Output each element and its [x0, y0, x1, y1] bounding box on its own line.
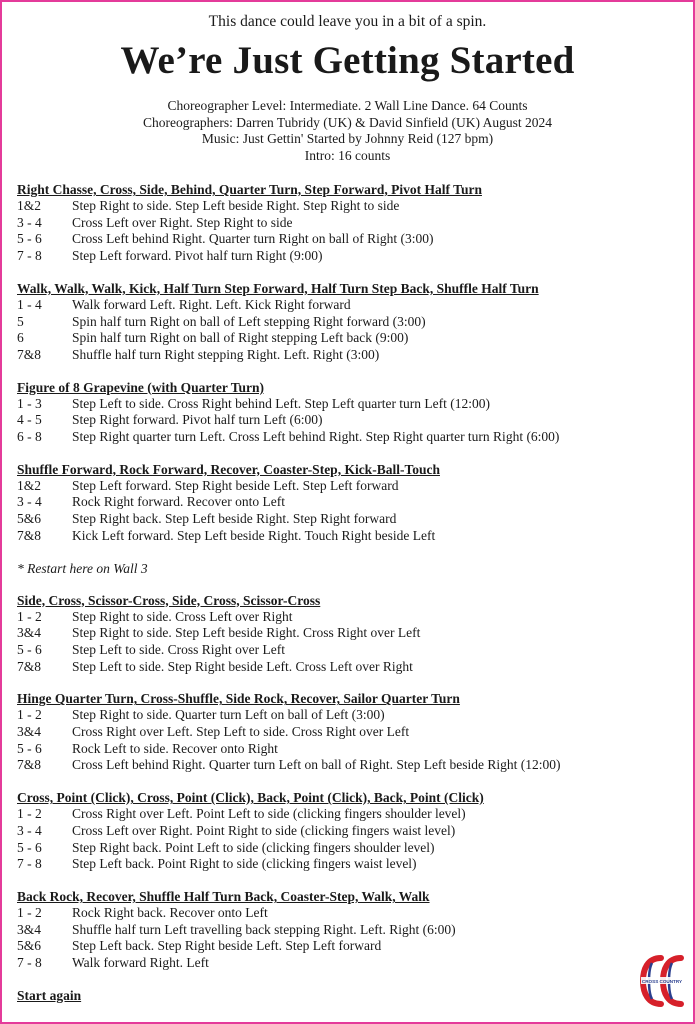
- step-count: 6 - 8: [17, 429, 42, 445]
- level-line: Choreographer Level: Intermediate. 2 Wall Line Dance. 64 Counts: [167, 98, 528, 113]
- section-title: Back Rock, Recover, Shuffle Half Turn Back, Coaster-Step, Walk, Walk: [17, 888, 430, 904]
- section-title: Shuffle Forward, Rock Forward, Recover, Coaster-Step, Kick-Ball-Touch: [17, 461, 440, 477]
- step-description: Cross Left over Right. Step Right to side: [72, 214, 293, 230]
- step-description: Step Right quarter turn Left. Cross Left behind Right. Step Right quarter turn Right (6:00): [72, 429, 560, 445]
- step-row: [17, 806, 683, 823]
- logo-text: CROSS COUNTRY: [641, 979, 683, 984]
- step-row: [17, 955, 683, 972]
- intro-line: Intro: 16 counts: [304, 147, 391, 163]
- section: [17, 690, 683, 774]
- step-row: [17, 856, 683, 873]
- step-count: 1 - 3: [17, 395, 42, 411]
- step-description: Walk forward Left. Right. Left. Kick Right forward: [72, 296, 351, 312]
- choreographers-line: Choreographers: Darren Tubridy (UK) & David Sinfield (UK) August 2024: [142, 114, 553, 130]
- step-row: [17, 757, 683, 774]
- step-count: 7 - 8: [17, 955, 42, 971]
- step-row: [17, 823, 683, 840]
- step-row: [17, 642, 683, 659]
- step-description: Cross Left behind Right. Quarter turn Left on ball of Right. Step Left beside Right (12:00): [72, 757, 561, 773]
- step-count: 5&6: [17, 511, 42, 527]
- section: [17, 280, 683, 364]
- step-count: 7&8: [17, 658, 42, 674]
- step-count: 3&4: [17, 625, 42, 641]
- step-row: [17, 625, 683, 642]
- step-description: Cross Left over Right. Point Right to side (clicking fingers waist level): [72, 822, 456, 838]
- step-description: Step Right to side. Step Left beside Right. Cross Right over Left: [72, 625, 421, 641]
- step-row: [17, 840, 683, 857]
- step-description: Step Left forward. Pivot half turn Right (9:00): [72, 248, 323, 264]
- step-row: [17, 922, 683, 939]
- step-count: 1&2: [17, 477, 42, 493]
- step-description: Spin half turn Right on ball of Right stepping Left back (9:00): [72, 330, 409, 346]
- step-description: Step Left to side. Cross Right behind Left. Step Left quarter turn Left (12:00): [72, 395, 491, 411]
- step-row: [17, 396, 683, 413]
- step-count: 5: [17, 313, 24, 329]
- step-description: Step Right to side. Step Left beside Right. Step Right to side: [72, 198, 400, 213]
- step-count: 5 - 6: [17, 839, 42, 855]
- step-row: [17, 429, 683, 446]
- step-description: Step Right to side. Cross Left over Right: [72, 608, 293, 624]
- step-description: Step Left to side. Cross Right over Left: [72, 641, 285, 657]
- step-description: Cross Right over Left. Step Left to side. Cross Right over Left: [72, 724, 410, 740]
- step-count: 3&4: [17, 724, 42, 740]
- step-count: 1 - 4: [17, 296, 42, 312]
- step-row: [17, 659, 683, 676]
- step-sheet: [17, 181, 683, 1004]
- dance-info: [2, 98, 693, 164]
- step-description: Step Right forward. Pivot half turn Left (6:00): [72, 412, 323, 428]
- step-count: 1&2: [17, 198, 42, 213]
- step-count: 1 - 2: [17, 608, 42, 624]
- step-row: [17, 528, 683, 545]
- step-row: [17, 248, 683, 265]
- step-count: 3 - 4: [17, 214, 42, 230]
- step-row: [17, 198, 683, 215]
- step-count: 4 - 5: [17, 412, 42, 428]
- section-title: Side, Cross, Scissor-Cross, Side, Cross, Scissor-Cross: [17, 592, 321, 608]
- step-count: 1 - 2: [17, 904, 42, 920]
- step-count: 3 - 4: [17, 822, 42, 838]
- step-row: [17, 905, 683, 922]
- step-description: Step Left back. Step Right beside Left. Step Left forward: [72, 938, 382, 954]
- step-count: 1 - 2: [17, 707, 42, 723]
- step-row: [17, 231, 683, 248]
- step-count: 3&4: [17, 921, 42, 937]
- step-description: Cross Left behind Right. Quarter turn Right on ball of Right (3:00): [72, 231, 434, 247]
- step-row: [17, 511, 683, 528]
- step-description: Rock Left to side. Recover onto Right: [72, 740, 278, 756]
- step-description: Step Right to side. Quarter turn Left on ball of Left (3:00): [72, 707, 385, 723]
- section: [17, 789, 683, 873]
- step-row: [17, 412, 683, 429]
- step-count: 5 - 6: [17, 641, 42, 657]
- step-description: Shuffle half turn Right stepping Right. Left. Right (3:00): [72, 346, 380, 362]
- step-description: Step Right back. Step Left beside Right. Step Right forward: [72, 511, 397, 527]
- step-count: 1 - 2: [17, 806, 42, 822]
- section-title: Right Chasse, Cross, Side, Behind, Quarter Turn, Step Forward, Pivot Half Turn: [17, 182, 482, 197]
- section: [17, 461, 683, 545]
- step-count: 6: [17, 330, 24, 346]
- restart-note: * Restart here on Wall 3: [17, 560, 148, 576]
- step-row: [17, 215, 683, 232]
- step-row: [17, 494, 683, 511]
- step-description: Cross Right over Left. Point Left to side (clicking fingers shoulder level): [72, 806, 466, 822]
- step-description: Step Left back. Point Right to side (clicking fingers waist level): [72, 856, 417, 872]
- section: [17, 181, 683, 265]
- cross-country-logo: [639, 950, 685, 1012]
- step-row: [17, 478, 683, 495]
- step-count: 5&6: [17, 938, 42, 954]
- step-count: 7 - 8: [17, 248, 42, 264]
- section: [17, 888, 683, 972]
- step-row: [17, 724, 683, 741]
- step-row: [17, 938, 683, 955]
- step-count: 7 - 8: [17, 856, 42, 872]
- step-row: [17, 314, 683, 331]
- step-row: [17, 297, 683, 314]
- section: [17, 592, 683, 676]
- step-description: Step Right back. Point Left to side (clicking fingers shoulder level): [72, 839, 435, 855]
- step-description: Step Left forward. Step Right beside Left. Step Left forward: [72, 477, 399, 493]
- tagline: This dance could leave you in a bit of a spin.: [208, 13, 487, 30]
- step-count: 7&8: [17, 757, 42, 773]
- section-title: Figure of 8 Grapevine (with Quarter Turn): [17, 379, 264, 395]
- step-row: [17, 741, 683, 758]
- section-title: Hinge Quarter Turn, Cross-Shuffle, Side Rock, Recover, Sailor Quarter Turn: [17, 691, 460, 707]
- section-title: Cross, Point (Click), Cross, Point (Click), Back, Point (Click), Back, Point (Click): [17, 790, 484, 806]
- step-row: [17, 347, 683, 364]
- step-count: 7&8: [17, 346, 42, 362]
- step-row: [17, 609, 683, 626]
- section: [17, 379, 683, 446]
- step-description: Rock Right back. Recover onto Left: [72, 904, 268, 920]
- step-count: 3 - 4: [17, 494, 42, 510]
- step-count: 5 - 6: [17, 740, 42, 756]
- page-title: We’re Just Getting Started: [120, 39, 575, 82]
- step-description: Walk forward Right. Left: [72, 955, 209, 971]
- step-count: 7&8: [17, 527, 42, 543]
- step-description: Kick Left forward. Step Left beside Right. Touch Right beside Left: [72, 527, 436, 543]
- step-description: Step Left to side. Step Right beside Left. Cross Left over Right: [72, 658, 413, 674]
- step-row: [17, 330, 683, 347]
- step-description: Shuffle half turn Left travelling back stepping Right. Left. Right (6:00): [72, 921, 456, 937]
- step-description: Rock Right forward. Recover onto Left: [72, 494, 285, 510]
- step-row: [17, 707, 683, 724]
- music-line: Music: Just Gettin' Started by Johnny Reid (127 bpm): [201, 131, 494, 147]
- step-count: 5 - 6: [17, 231, 42, 247]
- start-again-label: Start again: [17, 987, 82, 1003]
- section-title: Walk, Walk, Walk, Kick, Half Turn Step Forward, Half Turn Step Back, Shuffle Half Turn: [17, 280, 539, 296]
- step-description: Spin half turn Right on ball of Left stepping Right forward (3:00): [72, 313, 426, 329]
